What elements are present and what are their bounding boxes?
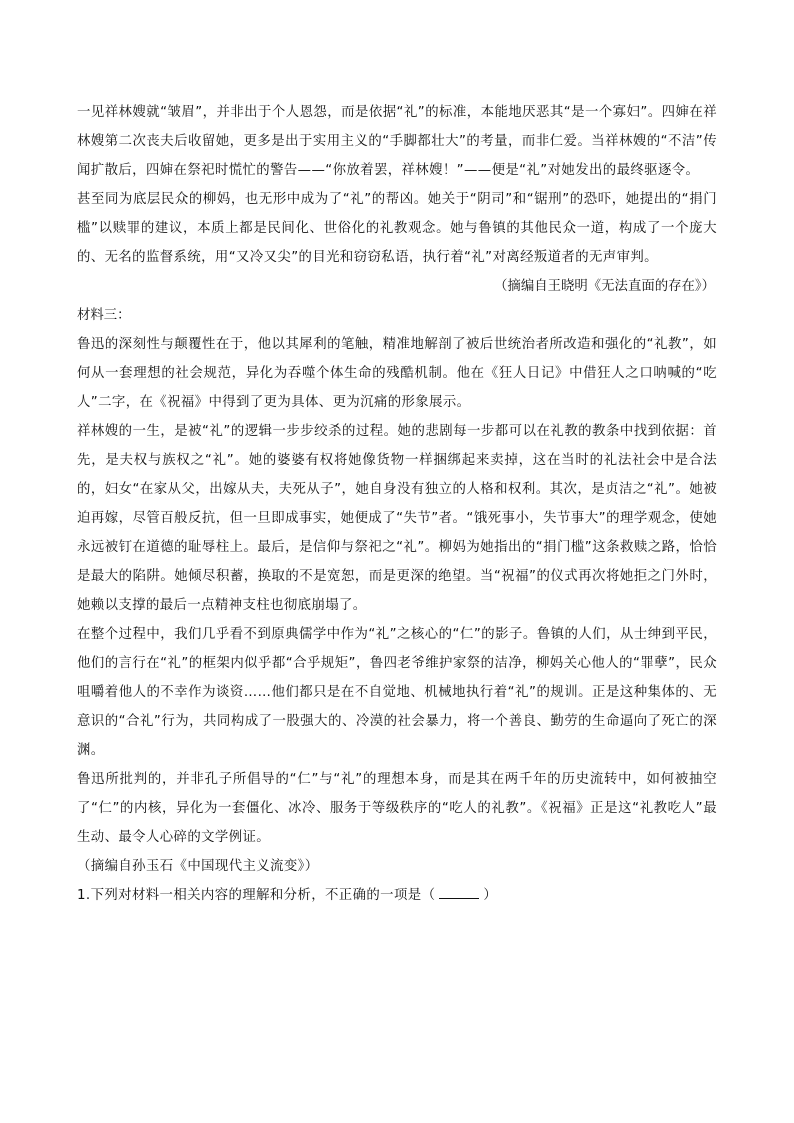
answer-blank[interactable] [439, 884, 479, 899]
source-citation-1: （摘编自王晓明《无法直面的存在》） [494, 279, 715, 294]
source-citation-2: （摘编自孙玉石《中国现代主义流变》） [77, 859, 319, 874]
question-1-text: 1.下列对材料一相关内容的理解和分析，不正确的一项是 [77, 888, 422, 903]
question-1-close: ） [483, 888, 498, 903]
paragraph-5: 在整个过程中，我们几乎看不到原典儒学中作为“礼”之核心的“仁”的影子。鲁镇的人们，从士绅到平民，他们的言行在“礼”的框架内似乎都“合乎规矩”，鲁四老爷维护家祭的洁净，柳妈关心他人的“罪孽”，民众咀嚼着他人的不幸作为谈资……他们都只是在不自觉地、机械地执行着“礼”的规训。正是这种集体的、无意识的“合礼”行为，共同构成了一股强大的、冷漠的社会暴力，将一个善良、勤劳的生命逼向了死亡的深渊。 [77, 627, 717, 758]
paragraph-6: 鲁迅所批判的，并非孔子所倡导的“仁”与“礼”的理想本身，而是其在两千年的历史流转中，如何被抽空了“仁”的内核，异化为一套僵化、冰冷、服务于等级秩序的“吃人的礼教”。《祝福》正是这“礼教吃人”最生动、最令人心碎的文学例证。 [77, 772, 717, 845]
material-heading: 材料三： [77, 308, 131, 323]
paragraph-4: 祥林嫂的一生，是被“礼”的逻辑一步步绞杀的过程。她的悲剧每一步都可以在礼教的教条中找到依据：首先，是夫权与族权之“礼”。她的婆婆有权将她像货物一样捆绑起来卖掉，这在当时的礼法社会中是合法的，妇女“在家从父，出嫁从夫，夫死从子”，她自身没有独立的人格和权利。其次，是贞洁之“礼”。她被迫再嫁，尽管百般反抗，但一旦即成事实，她便成了“失节”者。“饿死事小，失节事大”的理学观念，使她永远被钉在道德的耻辱柱上。最后，是信仰与祭祀之“礼”。柳妈为她指出的“捐门槛”这条救赎之路，恰恰是最大的陷阱。她倾尽积蓄，换取的不是宽恕，而是更深的绝望。当“祝福”的仪式再次将她拒之门外时，她赖以支撑的最后一点精神支柱也彻底崩塌了。 [77, 424, 717, 613]
paragraph-2: 甚至同为底层民众的柳妈，也无形中成为了“礼”的帮凶。她关于“阴司”和“锯刑”的恐吓，她提出的“捐门槛”以赎罪的建议，本质上都是民间化、世俗化的礼教观念。她与鲁镇的其他民众一道，构成了一个庞大的、无名的监督系统，用“又冷又尖”的目光和窃窃私语，执行着“礼”对离经叛道者的无声审判。 [77, 192, 717, 265]
question-1-open: （ [421, 888, 436, 903]
paragraph-1: 一见祥林嫂就“皱眉”，并非出于个人恩怨，而是依据“礼”的标准，本能地厌恶其“是一个寡妇”。四婶在祥林嫂第二次丧夫后收留她，更多是出于实用主义的“手脚都壮大”的考量，而非仁爱。当祥林嫂的“不洁”传闻扩散后，四婶在祭祀时慌忙的警告——“你放着罢，祥林嫂！”——便是“礼”对她发出的最终驱逐令。 [77, 105, 717, 178]
question-1 [77, 881, 717, 910]
paragraph-3: 鲁迅的深刻性与颠覆性在于，他以其犀利的笔触，精准地解剖了被后世统治者所改造和强化的“礼教”，如何从一套理想的社会规范，异化为吞噬个体生命的残酷机制。他在《狂人日记》中借狂人之口呐喊的“吃人”二字，在《祝福》中得到了更为具体、更为沉痛的形象展示。 [77, 337, 717, 410]
